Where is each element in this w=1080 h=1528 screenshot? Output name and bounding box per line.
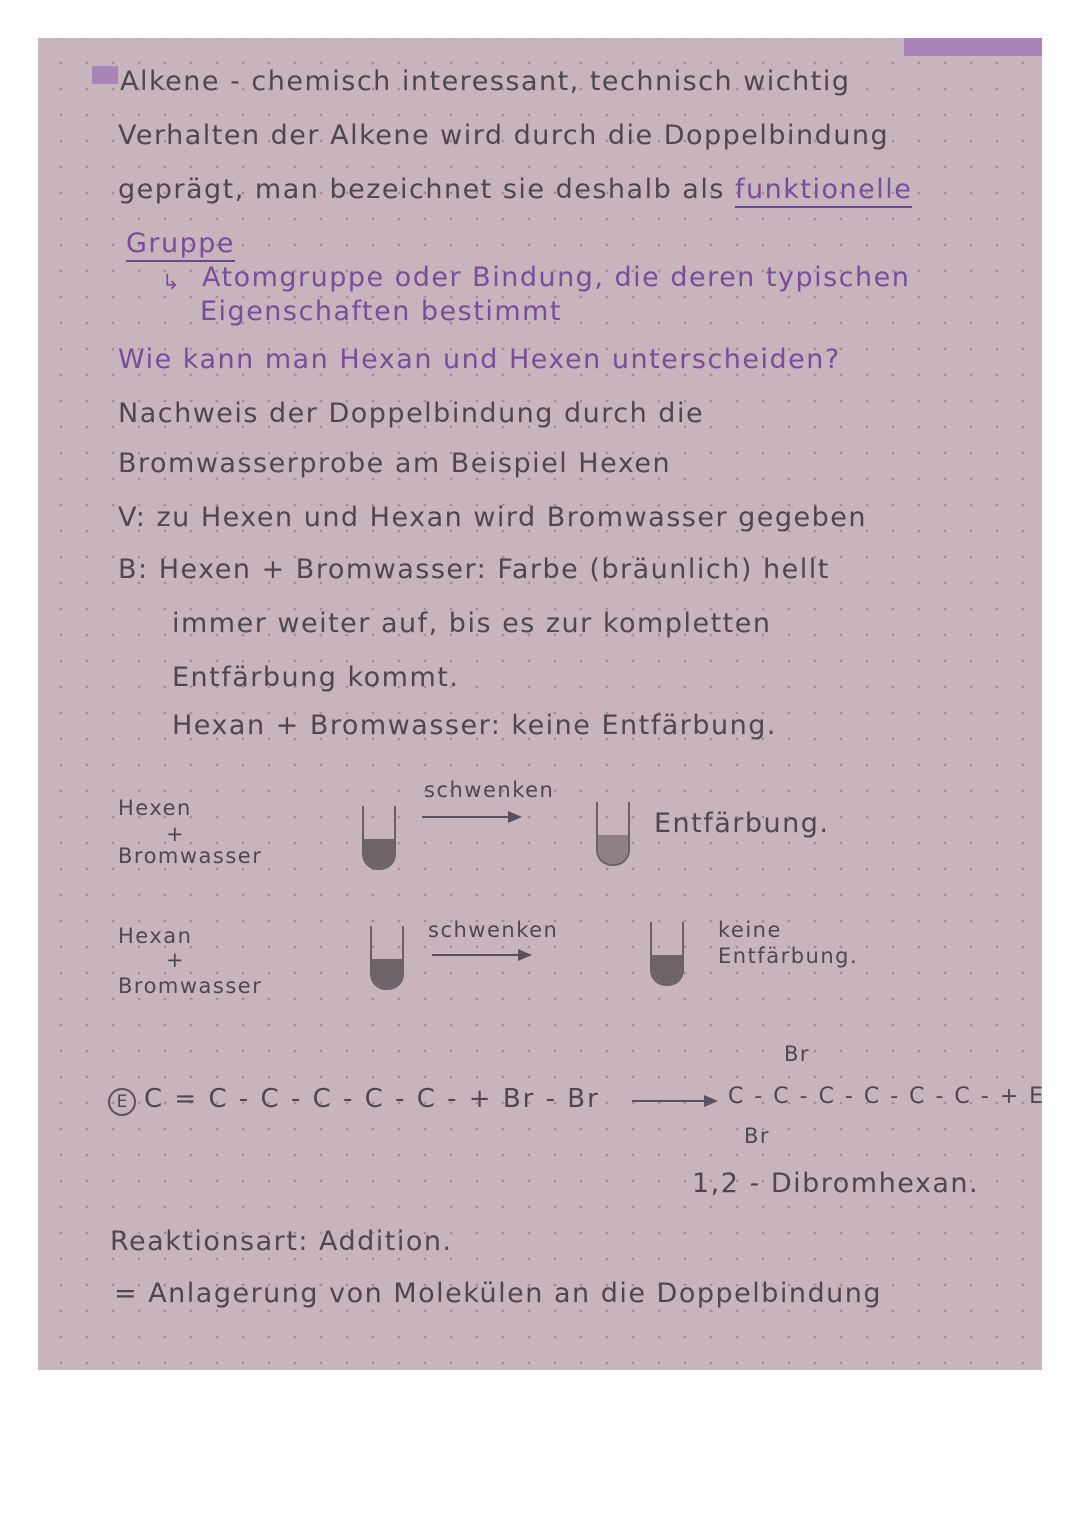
result-decolorization: Entfärbung.	[718, 944, 859, 968]
equation-reactants: C = C - C - C - C - C - + Br - Br	[144, 1084, 600, 1114]
bromine-bottom: Br	[744, 1124, 771, 1148]
definition-line-2: Eigenschaften bestimmt	[200, 296, 563, 327]
definition-line-1: Atomgruppe oder Bindung, die deren typischen	[202, 262, 911, 293]
bromine-top: Br	[784, 1042, 811, 1066]
addition-definition: = Anlagerung von Molekülen an die Doppelbindung	[114, 1278, 883, 1309]
shake-label: schwenken	[424, 778, 555, 802]
proof-line-2: Bromwasserprobe am Beispiel Hexen	[118, 448, 672, 479]
result-none: keine	[718, 918, 782, 942]
functional-group-text: geprägt, man bezeichnet sie deshalb als	[118, 174, 736, 205]
reactant-hexan: Hexan	[118, 924, 193, 948]
definition-arrow-icon: ↳	[162, 270, 182, 294]
group-term	[126, 228, 235, 259]
reactant-hexen: Hexen	[118, 796, 192, 820]
question-line: Wie kann man Hexan und Hexen unterscheiden?	[118, 344, 841, 375]
test-tube-before-icon	[370, 926, 404, 990]
proof-line-1: Nachweis der Doppelbindung durch die	[118, 398, 705, 429]
reaction-arrow-icon	[430, 948, 534, 962]
hexan-observation: Hexan + Bromwasser: keine Entfärbung.	[172, 710, 777, 741]
result-decolorization: Entfärbung.	[654, 808, 830, 839]
reaction-type: Reaktionsart: Addition.	[110, 1226, 453, 1257]
functional-group-line	[118, 174, 912, 205]
shake-label: schwenken	[428, 918, 559, 942]
alkene-intro-line	[120, 66, 851, 97]
reactant-bromwasser: Bromwasser	[118, 974, 263, 998]
equation-marker: E	[108, 1088, 136, 1116]
highlight-mark-start	[92, 66, 118, 84]
equation-arrow-icon	[630, 1094, 720, 1108]
test-tube-before-icon	[362, 806, 396, 870]
alkene-intro-interesting: interessant, technisch wichtig	[401, 66, 851, 97]
observation-line: B: Hexen + Bromwasser: Farbe (bräunlich) hellt	[118, 554, 830, 585]
reactant-bromwasser: Bromwasser	[118, 844, 263, 868]
plus-sign: +	[166, 822, 186, 846]
reaction-arrow-icon	[420, 810, 524, 824]
plus-sign: +	[166, 948, 186, 972]
equation-product: C - C - C - C - C - C - + E	[728, 1084, 1046, 1109]
observation-continued-1: immer weiter auf, bis es zur kompletten	[172, 608, 772, 639]
test-tube-after-icon	[596, 802, 630, 866]
alkene-intro-text: Alkene - chemisch	[120, 66, 402, 97]
group-term-text: Gruppe	[126, 228, 235, 262]
observation-continued-2: Entfärbung kommt.	[172, 662, 460, 693]
test-tube-after-icon	[650, 922, 684, 986]
highlight-mark-end	[904, 38, 1042, 56]
notebook-page	[38, 38, 1046, 1370]
behavior-line: Verhalten der Alkene wird durch die Doppelbindung	[118, 120, 890, 151]
functional-term: funktionelle	[735, 174, 912, 208]
product-name: 1,2 - Dibromhexan.	[692, 1168, 980, 1199]
experiment-line: V: zu Hexen und Hexan wird Bromwasser gegeben	[118, 502, 868, 533]
